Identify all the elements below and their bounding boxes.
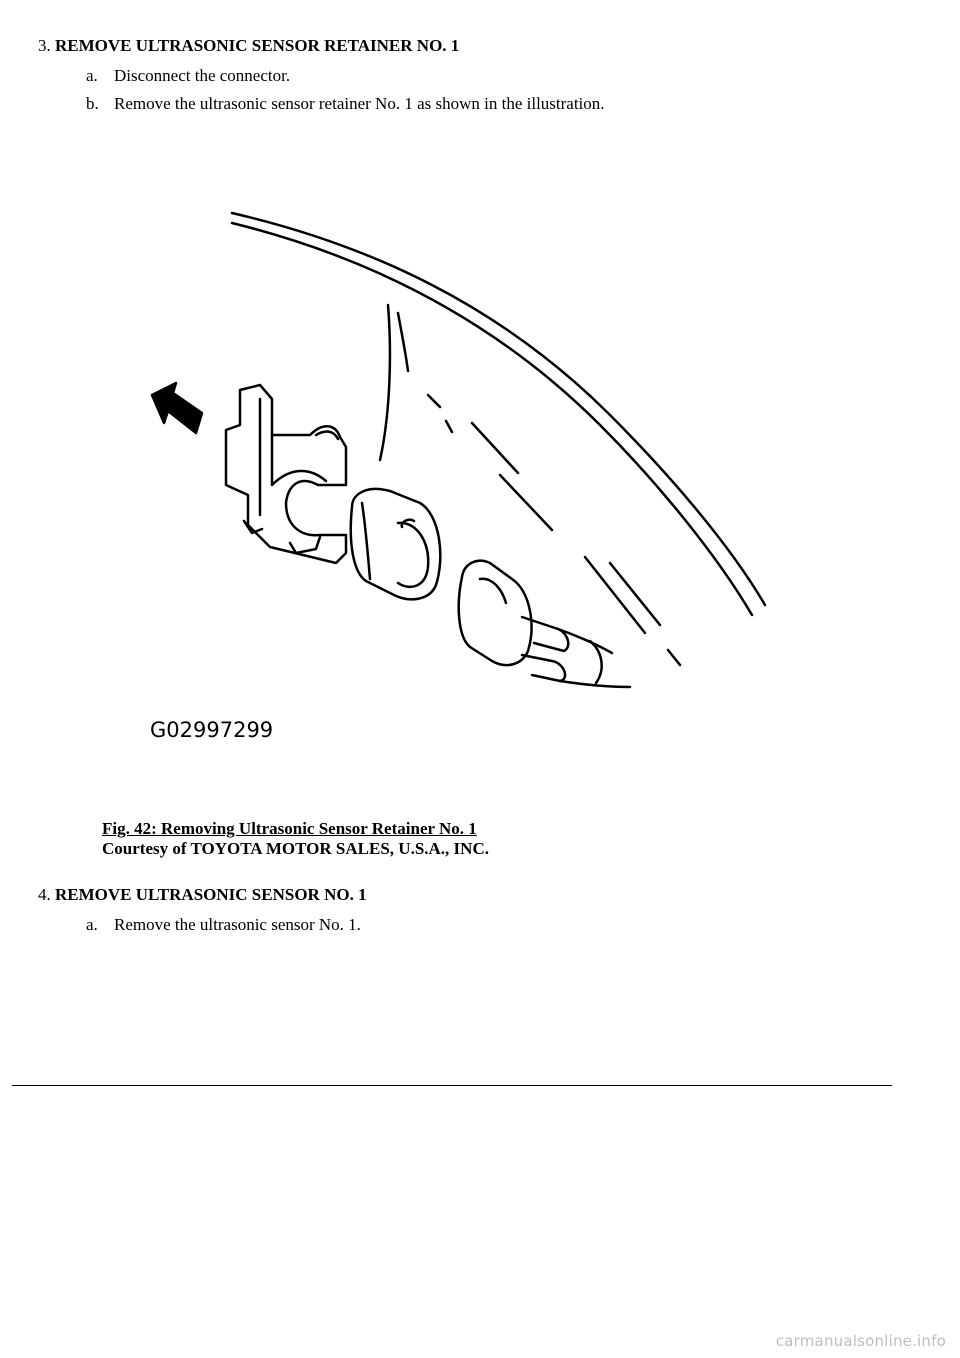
substep-3a — [86, 66, 290, 86]
retainer-slot — [272, 435, 326, 485]
bumper-inner-curve — [380, 305, 390, 460]
hidden-line-6 — [668, 650, 680, 665]
figure-title: Fig. 42: Removing Ultrasonic Sensor Retainer No. 1 — [102, 819, 477, 838]
sensor-body — [351, 489, 441, 599]
step-3-heading — [38, 36, 459, 56]
substep-letter: b. — [86, 94, 99, 113]
substep-text: Remove the ultrasonic sensor No. 1. — [114, 915, 361, 934]
substep-letter: a. — [86, 915, 98, 934]
substep-text: Disconnect the connector. — [114, 66, 291, 85]
substep-text: Remove the ultrasonic sensor retainer No. 1 as shown in the illustration. — [114, 94, 605, 113]
retainer-illustration — [140, 185, 780, 745]
step-number: 4. — [38, 885, 51, 904]
figure-code: G02997299 — [150, 718, 274, 742]
wire-lower — [522, 655, 565, 681]
retainer-clips — [244, 521, 320, 553]
sensor-socket — [398, 523, 428, 587]
bumper-inner-detail — [398, 313, 408, 371]
substep-4a — [86, 915, 361, 935]
figure-credit: Courtesy of TOYOTA MOTOR SALES, U.S.A., INC. — [102, 839, 489, 858]
bumper-edge-outer — [232, 213, 765, 605]
harness-outline — [558, 629, 630, 687]
figure-caption — [102, 819, 489, 859]
hidden-line-5 — [610, 563, 660, 625]
hidden-line-2 — [472, 423, 518, 473]
sensor-seam — [362, 503, 370, 579]
hidden-line-3 — [500, 475, 552, 530]
hidden-line-1 — [428, 395, 452, 432]
substep-letter: a. — [86, 66, 98, 85]
retainer-tab — [316, 432, 338, 439]
watermark: carmanualsonline.info — [775, 1332, 946, 1350]
step-number: 3. — [38, 36, 51, 55]
direction-arrow — [152, 383, 202, 433]
connector-latch — [480, 579, 506, 603]
substep-3b — [86, 94, 605, 114]
connector-body — [459, 561, 532, 665]
page-divider — [12, 1085, 892, 1086]
step-title: REMOVE ULTRASONIC SENSOR RETAINER NO. 1 — [55, 36, 460, 55]
step-title: REMOVE ULTRASONIC SENSOR NO. 1 — [55, 885, 367, 904]
step-4-heading — [38, 885, 367, 905]
